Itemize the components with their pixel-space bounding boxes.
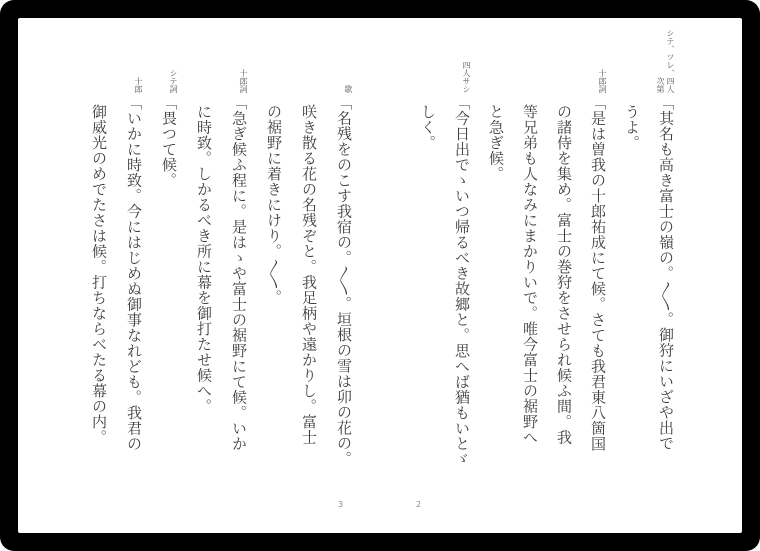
page-number-right: 2 [416, 500, 422, 509]
stage-direction: 十郎詞 [239, 69, 248, 93]
text-column [325, 85, 360, 491]
column-text: 「いかに時致。今にはじめぬ御事なれども。我君の [125, 95, 141, 452]
text-column [546, 104, 580, 491]
column-text: 「畏つて候。 [160, 95, 176, 188]
column-text: の裾野に着きにけり。〱。 [265, 104, 281, 305]
text-column [150, 69, 185, 491]
column-text: の諸侍を集め。富士の巻狩をさせられ候ふ間。我 [555, 104, 571, 445]
text-column [115, 77, 150, 491]
text-column [648, 29, 682, 491]
text-column [512, 104, 546, 491]
text-column [478, 104, 512, 491]
column-text: 等兄弟も人なみにまかりいで。唯今富士の裾野へ [521, 104, 537, 445]
column-text: 「今日出でゝいつ帰るべき故郷と。思へば猶もいとゞ [453, 95, 469, 467]
column-text: 「其名も高き富士の嶺の。〱。御狩にいざや出で [657, 95, 673, 451]
column-text: 咲き散る花の名残ぞと。我足柄や遠かりし。富士 [300, 104, 316, 445]
text-column [410, 104, 444, 491]
stage-direction: 四人サシ [462, 61, 471, 93]
page-left [80, 69, 360, 491]
text-column [614, 104, 648, 491]
column-text: に時致。しかるべき所に幕を御打たせ候へ。 [195, 104, 211, 414]
stage-direction: 十郎 [134, 77, 143, 93]
column-text: 「是は曽我の十郎祐成にて候。さても我君東八箇国 [589, 95, 605, 452]
page-number-left: 3 [338, 500, 344, 509]
column-text: 「急ぎ候ふ程に。是はゝや富士の裾野にて候。いか [230, 95, 246, 452]
stage-direction: シテ、ツレ、四人次第 [656, 29, 675, 93]
column-text: 「名残をのこす我宿の。〱。垣根の雪は卯の花の。 [335, 95, 351, 467]
column-text: うよ。 [623, 104, 639, 151]
book-spread [18, 18, 742, 533]
text-column [220, 69, 255, 491]
text-column [255, 104, 290, 491]
stage-direction: シテ詞 [169, 69, 178, 93]
column-text: しく。 [419, 104, 435, 151]
page-right [410, 29, 682, 491]
text-column [290, 104, 325, 491]
text-column [444, 61, 478, 491]
stage-direction: 十郎詞 [598, 69, 607, 93]
column-text: と急ぎ候。 [487, 104, 503, 182]
stage-direction: 歌 [344, 85, 353, 93]
text-column [80, 104, 115, 491]
text-column [580, 69, 614, 491]
text-column [185, 104, 220, 491]
column-text: 御威光のめでたさは候。打ちならべたる幕の内。 [90, 104, 106, 445]
